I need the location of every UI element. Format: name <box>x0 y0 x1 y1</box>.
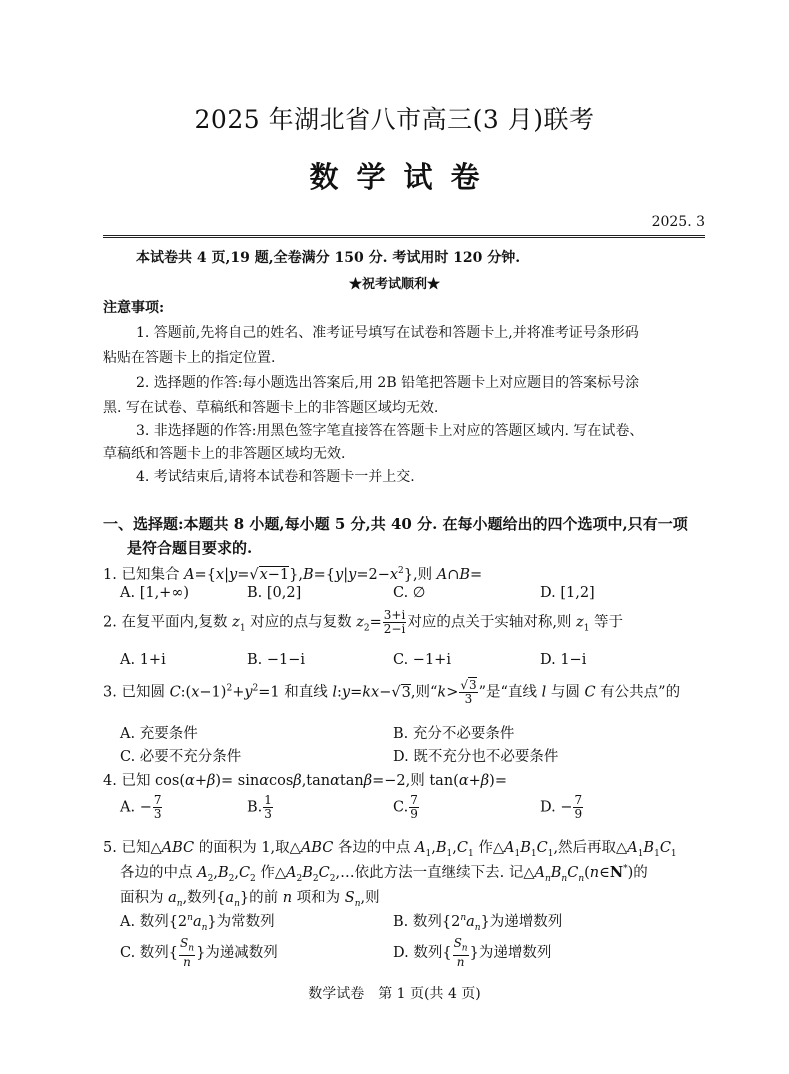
question-5-stem-line-3: 面积为 $a_n$,数列$\{a_n\}$的前 n 项和为 $S_n$,则 <box>120 890 380 909</box>
notice-item-1-line-2: 粘贴在答题卡上的指定位置. <box>103 350 276 366</box>
notice-item-1-line-1: 1. 答题前,先将自己的姓名、准考证号填写在试卷和答题卡上,并将准考证号条形码 <box>136 325 639 341</box>
question-1-option-b: B. [0,2] <box>247 585 302 601</box>
header-rule <box>103 235 705 238</box>
question-2-option-d: D. 1−i <box>540 652 587 668</box>
notice-item-3-line-1: 3. 非选择题的作答:用黑色签字笔直接答在答题卡上对应的答题区域内. 写在试卷、 <box>136 423 644 439</box>
question-2-stem: 2. 在复平面内,复数 $z_1$ 对应的点与复数 $z_2=$ $\frac{3+i}{2-i}$ 对应的点关于实轴对称,则 $z_1$ 等于 <box>103 608 624 636</box>
notice-heading: 注意事项: <box>103 300 165 316</box>
exam-title: 2025 年湖北省八市高三(3 月)联考 <box>194 105 595 134</box>
question-5-option-b: B. 数列$\{2^na_n\}$为递增数列 <box>393 913 563 933</box>
section-1-heading: 一、选择题:本题共 8 小题,每小题 5 分,共 40 分. 在每小题给出的四个选项中,只有一项 <box>103 515 688 533</box>
question-2-option-a: A. 1+i <box>120 652 166 668</box>
question-5-stem-line-2: 各边的中点 $A_2,B_2,C_2$ 作$\triangle A_2B_2C_2,\dots$依此方法一直继续下去. 记$\triangle A_nB_nC_n(n\in N^*)$的 <box>120 864 648 884</box>
question-2-option-b: B. −1−i <box>247 652 306 668</box>
question-4-option-b: B. $\frac{1}{3}$ <box>247 793 272 821</box>
question-5-option-a: A. 数列$\{2^na_n\}$为常数列 <box>120 913 275 933</box>
exam-subtitle: 数学试卷 <box>309 160 498 194</box>
question-4-stem: 4. 已知 cos(α+β)= sinαcosβ,tanαtanβ=−2,则 tan(α+β)= <box>103 773 507 789</box>
notice-item-2-line-1: 2. 选择题的作答:每小题选出答案后,用 2B 铅笔把答题卡上对应题目的答案标号涂 <box>136 375 640 391</box>
question-5-option-d: D. 数列{ $\frac{S_n}{n}$ }为递增数列 <box>393 936 552 970</box>
question-5-stem-line-1: 5. 已知△ABC 的面积为 1,取△ABC 各边的中点 $A_1,B_1,C_1$ 作$\triangle A_1B_1C_1$,然后再取$\triangle A_1B_1C_1$ <box>103 840 677 859</box>
good-luck-banner: ★祝考试顺利★ <box>348 277 440 292</box>
question-3-option-a: A. 充要条件 <box>120 726 198 742</box>
section-1-heading-line-2: 是符合题目要求的. <box>127 539 253 557</box>
notice-item-3-line-2: 草稿纸和答题卡上的非答题区域均无效. <box>103 446 346 462</box>
question-3-option-b: B. 充分不必要条件 <box>393 726 515 742</box>
question-5-option-c: C. 数列{ $\frac{S_n}{n}$ }为递减数列 <box>120 936 278 970</box>
page-footer: 数学试卷 第 1 页(共 4 页) <box>308 986 481 1002</box>
exam-date: 2025. 3 <box>651 214 705 230</box>
question-4-option-c: C. $\frac{7}{9}$ <box>393 793 418 821</box>
notice-item-2-line-2: 黑. 写在试卷、草稿纸和答题卡上的非答题区域均无效. <box>103 400 439 416</box>
question-1-option-a: A. [1,+∞) <box>120 585 190 601</box>
question-4-option-d: D. − $\frac{7}{9}$ <box>540 793 583 821</box>
question-1-option-c: C. ∅ <box>393 585 426 601</box>
exam-info: 本试卷共 4 页,19 题,全卷满分 150 分. 考试用时 120 分钟. <box>136 250 521 266</box>
question-1-stem: 1. 已知集合 $A=\{x|y=√x-1\},B=\{y|y=2-x^2\}$,则 A∩B= <box>103 566 483 583</box>
question-3-stem: 3. 已知圆 $C:(x-1)^2+y^2=1$ 和直线 l:y=kx−√3,则“k> $\frac{√3}{3}$ ”是“直线 l 与圆 C 有公共点”的 <box>103 678 681 706</box>
question-4-option-a: A. − $\frac{7}{3}$ <box>120 793 162 821</box>
question-1-option-d: D. [1,2] <box>540 585 595 601</box>
question-3-option-c: C. 必要不充分条件 <box>120 749 242 765</box>
notice-item-4: 4. 考试结束后,请将本试卷和答题卡一并上交. <box>136 469 415 485</box>
question-3-option-d: D. 既不充分也不必要条件 <box>393 749 559 765</box>
question-2-option-c: C. −1+i <box>393 652 451 668</box>
